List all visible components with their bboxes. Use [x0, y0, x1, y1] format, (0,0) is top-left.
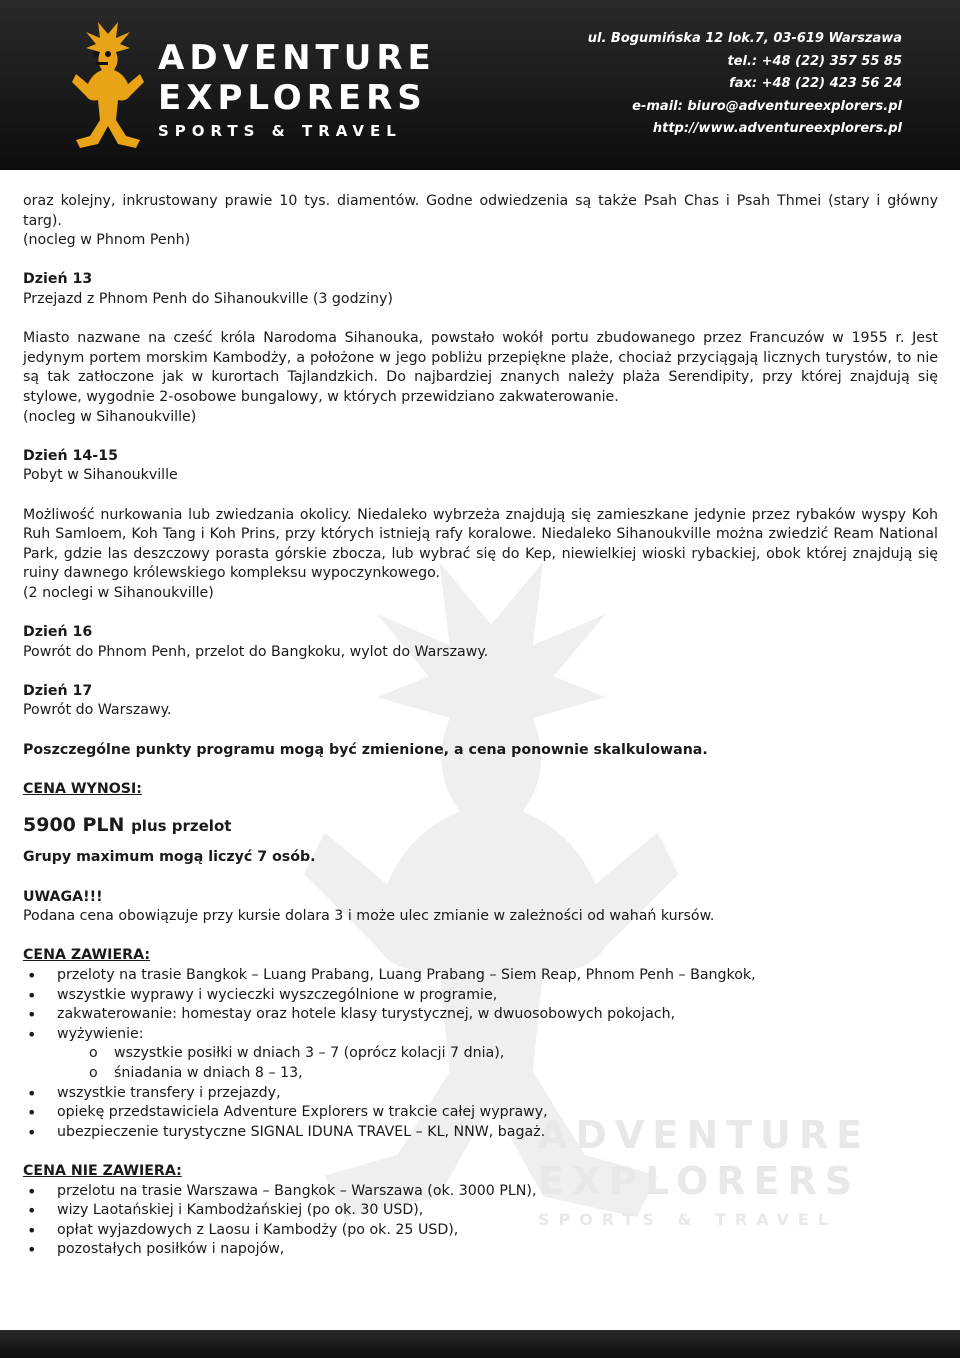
day-13-subtitle: Przejazd z Phnom Penh do Sihanoukville (3 godziny): [23, 290, 393, 307]
price-line: [23, 813, 938, 838]
list-item: • wszystkie transfery i przejazdy,: [23, 1084, 938, 1104]
includes-list: [23, 966, 938, 1142]
price-value: 5900 PLN: [23, 814, 125, 837]
logo-wordmark: [158, 38, 436, 140]
group-size-note: Grupy maximum mogą liczyć 7 osób.: [23, 849, 316, 866]
footer-bar: [0, 1330, 960, 1358]
list-item: • wszystkie wyprawy i wycieczki wyszczególnione w programie,: [23, 986, 938, 1006]
contact-website[interactable]: http://www.adventureexplorers.pl: [652, 121, 902, 136]
warning-title: UWAGA!!!: [23, 888, 103, 905]
tribal-figure-logo-icon: [52, 14, 152, 160]
day-14-15-text: Możliwość nurkowania lub zwiedzania okolicy. Niedaleko wybrzeża znajdują się zamieszkane jedynie przez rybaków wyspy Koh Ruh Samloem, Koh Tang i Koh Prins, przy których istnieją rafy koralowe. Niedaleko Sihanoukville można zwiedzić Ream National Park, gdzie las deszczowy porasta górskie zbocza, lub wybrać się do Kep, niewielkiej wioski rybackiej, obok której znajdują się ruiny dawnego królewskiego kompleksu wypoczynkowego.: [23, 506, 938, 582]
contact-block: [588, 28, 902, 141]
day-17-title: Dzień 17: [23, 682, 93, 699]
contact-address: ul. Bogumińska 12 lok.7, 03-619 Warszawa: [587, 31, 902, 46]
program-change-note: Poszczególne punkty programu mogą być zmienione, a cena ponownie skalkulowana.: [23, 741, 708, 758]
logo-line-1: ADVENTURE: [158, 38, 436, 78]
list-item: • opiekę przedstawiciela Adventure Explorers w trakcie całej wyprawy,: [23, 1103, 938, 1123]
includes-heading: CENA ZAWIERA:: [23, 947, 150, 964]
overnight-note: (nocleg w Phnom Penh): [23, 232, 191, 249]
document-body: [23, 192, 938, 1260]
list-item: • ubezpieczenie turystyczne SIGNAL IDUNA TRAVEL – KL, NNW, bagaż.: [23, 1123, 938, 1143]
excludes-heading: CENA NIE ZAWIERA:: [23, 1162, 182, 1179]
day-13-overnight: (nocleg w Sihanoukville): [23, 408, 197, 425]
logo-line-2: EXPLORERS: [158, 78, 427, 118]
price-extra: plus przelot: [131, 817, 232, 836]
warning-text: Podana cena obowiązuje przy kursie dolara 3 i może ulec zmianie w zależności od wahań kursów.: [23, 908, 715, 925]
day-16-title: Dzień 16: [23, 624, 93, 641]
day-13-title: Dzień 13: [23, 271, 93, 288]
day-14-15-subtitle: Pobyt w Sihanoukville: [23, 467, 178, 484]
sub-list-item: o wszystkie posiłki w dniach 3 – 7 (oprócz kolacji 7 dnia),: [23, 1044, 938, 1064]
list-item: • zakwaterowanie: homestay oraz hotele klasy turystycznej, w dwuosobowych pokojach,: [23, 1005, 938, 1025]
list-item: • wizy Laotańskiej i Kambodżańskiej (po ok. 30 USD),: [23, 1201, 938, 1221]
sub-list-item: o śniadania w dniach 8 – 13,: [23, 1064, 938, 1084]
paragraph-intro: oraz kolejny, inkrustowany prawie 10 tys. diamentów. Godne odwiedzenia są także Psah Chas i Psah Thmei (stary i główny targ).: [23, 193, 938, 229]
day-16-subtitle: Powrót do Phnom Penh, przelot do Bangkoku, wylot do Warszawy.: [23, 643, 489, 660]
day-14-15-title: Dzień 14-15: [23, 447, 118, 464]
list-item: • pozostałych posiłków i napojów,: [23, 1240, 938, 1260]
day-14-15-overnight: (2 noclegi w Sihanoukville): [23, 584, 214, 601]
price-heading: CENA WYNOSI:: [23, 780, 142, 797]
header-banner: [0, 0, 960, 170]
list-item: • wyżywienie:: [23, 1025, 938, 1045]
list-item: • opłat wyjazdowych z Laosu i Kambodży (po ok. 25 USD),: [23, 1221, 938, 1241]
contact-email[interactable]: e-mail: biuro@adventureexplorers.pl: [632, 98, 902, 114]
day-17-subtitle: Powrót do Warszawy.: [23, 702, 172, 719]
watermark-line-2: EXPLORERS: [538, 1159, 861, 1203]
day-13-text: Miasto nazwane na cześć króla Narodoma Sihanouka, powstało wokół portu zbudowanego przez Francuzów w 1955 r. Jest jedynym portem morskim Kambodży, a położone w jego pobliżu przepiękne plaże, chociaż przyciągają licznych turystów, to nie są tak zatłoczone jak w kurortach Tajlandzkich. Do najbardziej znanych należy plaża Serendipity, przy której znajdują się stylowe, wygodnie 2-osobowe bungalowy, w których przewidziano zakwaterowanie.: [23, 330, 938, 405]
logo-line-3: SPORTS & TRAVEL: [158, 122, 402, 140]
excludes-list: [23, 1182, 938, 1260]
list-item: • przelotu na trasie Warszawa – Bangkok – Warszawa (ok. 3000 PLN),: [23, 1182, 938, 1202]
contact-tel: tel.: +48 (22) 357 55 85: [727, 53, 902, 69]
watermark-line-1: ADVENTURE: [538, 1113, 871, 1157]
contact-fax: fax: +48 (22) 423 56 24: [729, 76, 902, 91]
list-item: • przeloty na trasie Bangkok – Luang Prabang, Luang Prabang – Siem Reap, Phnom Penh – Bangkok,: [23, 966, 938, 986]
watermark-line-3: SPORTS & TRAVEL: [538, 1210, 838, 1229]
